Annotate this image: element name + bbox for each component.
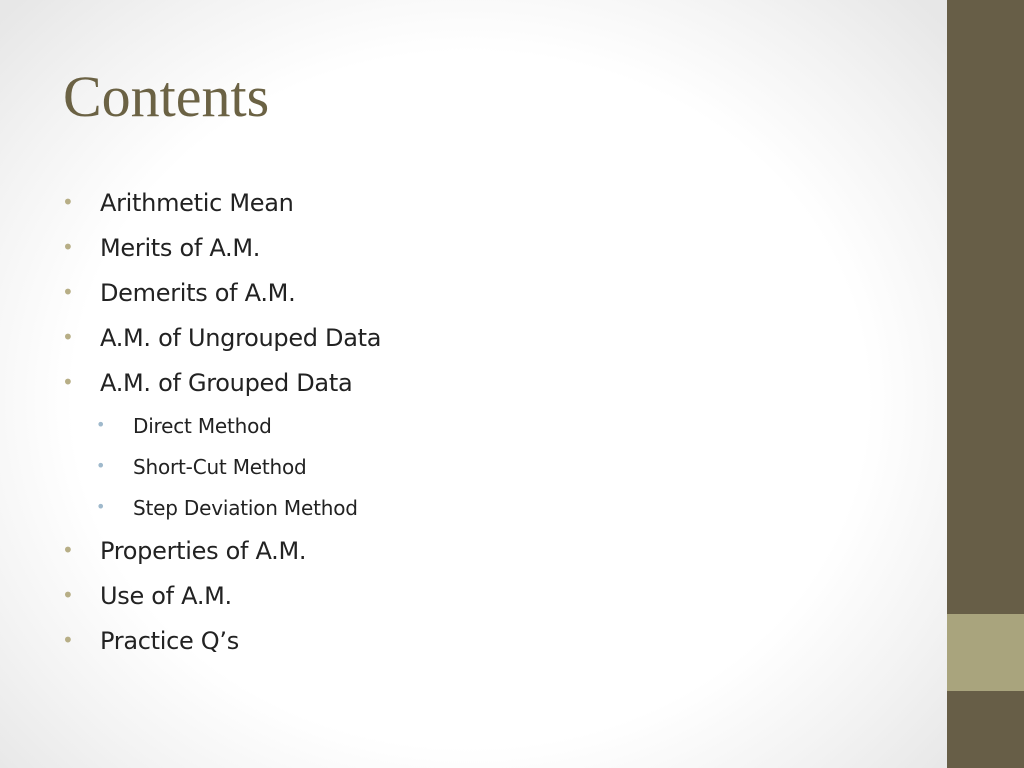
bullet-icon: • [62,325,74,349]
bullet-icon: • [62,583,74,607]
bullet-icon: • [62,628,74,652]
list-item-label: Demerits of A.M. [100,279,296,307]
bullet-icon: • [62,190,74,214]
bullet-icon: • [62,235,74,259]
list-item-label: Properties of A.M. [100,537,307,565]
list-item-label: Arithmetic Mean [100,189,294,217]
list-item-label: Use of A.M. [100,582,232,610]
list-item-label: Practice Q’s [100,627,239,655]
list-item-label: Merits of A.M. [100,234,261,262]
list-item-label: A.M. of Grouped Data [100,369,353,397]
bullet-icon: • [96,497,106,516]
bullet-icon: • [62,538,74,562]
slide-title: Contents [63,64,270,129]
bullet-icon: • [96,415,106,434]
bullet-icon: • [62,370,74,394]
list-item-label: Step Deviation Method [133,496,358,520]
list-item-label: A.M. of Ungrouped Data [100,324,382,352]
side-accent-block [947,614,1024,691]
bullet-icon: • [96,456,106,475]
list-item-label: Short-Cut Method [133,455,307,479]
list-item-label: Direct Method [133,414,272,438]
bullet-icon: • [62,280,74,304]
